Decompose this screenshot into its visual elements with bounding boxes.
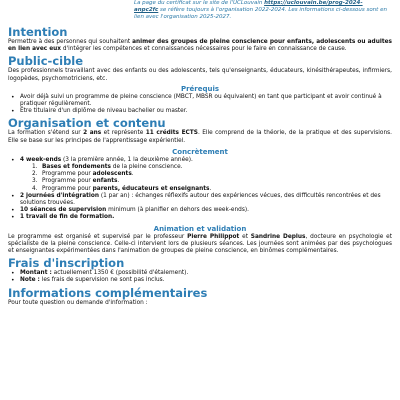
subsection-title-prerequis: Prérequis [180, 84, 220, 93]
notice-text: La page du certificat sur le site de l'UCLouvain [134, 0, 263, 6]
notice-box [134, 0, 396, 21]
section-title-frais: Frais d'inscription [8, 256, 125, 271]
list-item: • Montant : actuellement 1350 € (possibilité d'étalement). [8, 270, 392, 277]
list-item: • Avoir déjà suivi un programme de pleine conscience (MBCT, MBSR ou équivalent) en tant que participant et avoir continué à pratiquer régulièrement. [8, 94, 392, 108]
frais-list [8, 270, 392, 284]
list-item: • 10 séances de supervision minimum (à planifier en dehors des week-ends). [8, 207, 392, 214]
list-item: • 1 travail de fin de formation. [8, 214, 392, 221]
intention-paragraph: Permettre à des personnes qui souhaitent animer des groupes de pleine conscience pour enfants, adolescents ou adultes en lien avec eux d'intégrer les compétences et connaissances nécessaires pour le faire en connaissance de cause. [8, 39, 392, 53]
certificate-link[interactable]: https://uclouvain.be/prog-2024- anpc2fc [134, 0, 363, 13]
section-title-intention: Intention [8, 25, 68, 39]
organisation-paragraph: La formation s'étend sur 2 ans et représente 11 crédits ECTS. Elle comprend de la théorie, de la pratique et des supervisions. Elle se base sur les principes de l'apprentissage expérientiel. [8, 130, 392, 144]
section-title-info: Informations complémentaires [8, 285, 208, 300]
list-item: • Note : les frais de supervision ne sont pas inclus. [8, 277, 392, 284]
list-item: 1. Bases et fondements de la pleine conscience. [32, 164, 183, 171]
animation-paragraph: Le programme est organisé et supervisé par le professeur Pierre Philippot et Sandrine Deplus, docteure en psychologie et spécialiste de la pleine conscience. Celle-ci intervient lors de plusieurs séances. Les journées sont animées par des psychologues et enseignantes expérimentées dans l'animation de groupes de pleine conscience, en binômes complémentaires. [8, 233, 392, 255]
list-item: 3. Programme pour enfants. [32, 178, 120, 185]
weekend-sublist [8, 164, 392, 193]
section-title-organisation: Organisation et contenu [8, 116, 166, 131]
concret-list [8, 157, 392, 222]
public-paragraph: Des professionnels travaillant avec des enfants ou des adolescents, tels qu'enseignants, éducateurs, kinésithérapeutes, infirmiers, logopèdes, psychomotriciens, etc. [8, 68, 392, 82]
list-item: 2. Programme pour adolescents. [32, 171, 134, 178]
list-item: • Être titulaire d'un diplôme de niveau bachelier ou master. [8, 108, 392, 115]
subsection-title-concretement: Concrètement [172, 147, 228, 156]
list-item: • 4 week-ends (3 la première année, 1 la deuxième année). 1. Bases et fondements de la pleine conscience. 2. Programme pour adolescents. 3. Programme pour enfants. 4. Programme pour parents, éducateurs et enseignants. [8, 157, 392, 193]
section-title-public: Public-cible [8, 54, 84, 69]
prereq-list [8, 94, 392, 116]
main-content [8, 26, 392, 307]
notice-text-rest: se réfère toujours à l'organisation 2022-2024. Les informations ci-dessous sont en lien avec l'organisation 2025-2027. [134, 7, 387, 20]
info-paragraph: Pour toute question ou demande d'information : [8, 299, 148, 306]
list-item: 4. Programme pour parents, éducateurs et enseignants. [32, 185, 212, 192]
subsection-title-animation: Animation et validation [153, 224, 247, 233]
list-item: • 2 journées d'intégration (1 par an) : échanges réflexifs autour des expériences vécues, des difficultés rencontrées et des solutions trouvées. [8, 193, 392, 207]
